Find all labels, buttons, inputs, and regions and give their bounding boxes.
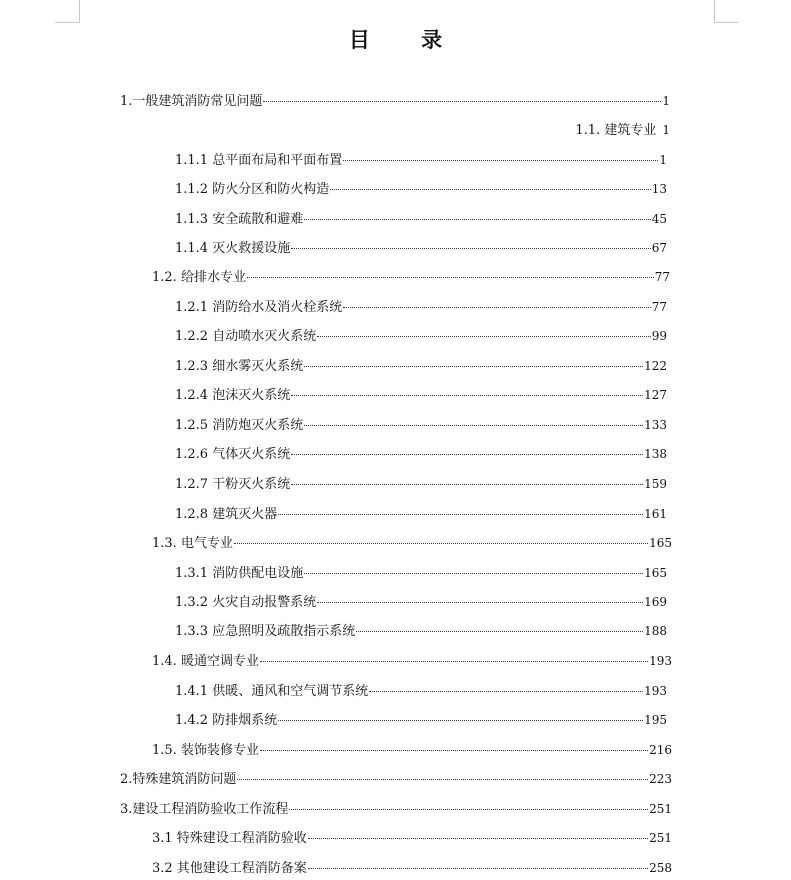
toc-entry-page: 127 [644, 388, 667, 402]
page-crop-mark-left [55, 0, 80, 23]
toc-entry[interactable] [175, 355, 667, 377]
toc-leader-dots [343, 146, 658, 161]
toc-entry-page: 216 [649, 743, 672, 757]
toc-leader-dots [291, 440, 643, 455]
toc-entry-page: 165 [644, 566, 667, 580]
toc-entry[interactable] [152, 532, 672, 554]
toc-entry[interactable] [175, 296, 667, 318]
toc-entry-page: 161 [644, 507, 667, 521]
toc-leader-dots [278, 500, 643, 515]
toc-leader-dots [317, 322, 651, 337]
toc-leader-dots [369, 677, 643, 692]
toc-entry-label: 1.3. 电气专业 [152, 536, 233, 551]
toc-entry-page: 77 [651, 300, 667, 314]
toc-entry-label: 1.5. 装饰装修专业 [152, 743, 259, 758]
toc-entry[interactable] [175, 149, 667, 171]
toc-entry[interactable] [152, 650, 672, 672]
toc-entry-label: 2.特殊建筑消防问题 [120, 772, 237, 787]
page-title: 目 录 [348, 27, 465, 52]
toc-leader-dots [308, 824, 648, 839]
toc-entry-page: 169 [644, 595, 667, 609]
toc-entry-label: 1.3.3 应急照明及疏散指示系统 [175, 624, 356, 639]
toc-entry-label: 3.1 特殊建设工程消防验收 [152, 831, 307, 846]
toc-entry[interactable] [120, 768, 672, 790]
toc-entry-page: 122 [644, 359, 667, 373]
toc-entry-label: 1.1.2 防火分区和防火构造 [175, 182, 330, 197]
toc-entry[interactable] [175, 473, 667, 495]
toc-entry[interactable] [175, 208, 667, 230]
toc-entry[interactable] [175, 591, 667, 613]
toc-leader-dots [263, 87, 661, 102]
toc-leader-dots [330, 175, 651, 190]
toc-leader-dots [304, 411, 643, 426]
toc-entry-label: 1.2.6 气体灭火系统 [175, 447, 291, 462]
toc-leader-dots [260, 736, 648, 751]
toc-entry-page: 223 [649, 772, 672, 786]
toc-entry[interactable] [560, 119, 670, 141]
toc-entry-page: 258 [649, 861, 672, 875]
toc-leader-dots [304, 559, 643, 574]
toc-entry-page: 193 [649, 654, 672, 668]
toc-entry-label: 1.2.2 自动喷水灭火系统 [175, 329, 317, 344]
toc-entry[interactable] [175, 503, 667, 525]
toc-entry[interactable] [175, 620, 667, 642]
toc-leader-dots [304, 205, 651, 220]
toc-entry-label: 1.1.4 灭火救援设施 [175, 241, 291, 256]
toc-entry-page: 1 [662, 123, 670, 137]
toc-entry[interactable] [152, 857, 672, 879]
toc-entry-label: 1.一般建筑消防常见问题 [120, 94, 263, 109]
toc-leader-dots [308, 854, 648, 869]
toc-entry-page: 67 [651, 241, 667, 255]
toc-entry-label: 1.1.1 总平面布局和平面布置 [175, 153, 343, 168]
toc-entry-page: 77 [654, 270, 670, 284]
toc-entry-label: 1.1. 建筑专业 [575, 123, 657, 138]
toc-leader-dots [234, 529, 648, 544]
toc-entry[interactable] [175, 562, 667, 584]
toc-entry[interactable] [120, 90, 670, 112]
page-crop-mark-right [714, 0, 739, 23]
toc-entry[interactable] [175, 709, 667, 731]
toc-leader-dots [289, 795, 648, 810]
toc-entry-label: 1.2.1 消防给水及消火栓系统 [175, 300, 343, 315]
toc-entry[interactable] [175, 237, 667, 259]
toc-entry[interactable] [175, 325, 667, 347]
toc-leader-dots [291, 234, 651, 249]
toc-entry-page: 133 [644, 418, 667, 432]
toc-entry-label: 3.2 其他建设工程消防备案 [152, 861, 307, 876]
toc-entry-label: 1.2.3 细水雾灭火系统 [175, 359, 304, 374]
toc-entry[interactable] [152, 739, 672, 761]
toc-entry-page: 99 [651, 329, 667, 343]
toc-leader-dots [247, 263, 654, 278]
toc-entry-page: 188 [644, 624, 667, 638]
toc-entry[interactable] [175, 443, 667, 465]
toc-leader-dots [356, 617, 643, 632]
toc-entry-label: 1.2.5 消防炮灭火系统 [175, 418, 304, 433]
toc-entry-label: 3.建设工程消防验收工作流程 [120, 802, 289, 817]
toc-entry-label: 1.1.3 安全疏散和避难 [175, 212, 304, 227]
toc-entry-page: 251 [649, 802, 672, 816]
toc-entry[interactable] [175, 414, 667, 436]
toc-entry-label: 1.4. 暖通空调专业 [152, 654, 259, 669]
toc-leader-dots [278, 706, 643, 721]
toc-entry-page: 195 [644, 713, 667, 727]
toc-entry[interactable] [152, 266, 670, 288]
toc-entry-label: 1.2.8 建筑灭火器 [175, 507, 278, 522]
toc-entry-page: 13 [651, 182, 667, 196]
toc-entry-page: 1 [662, 94, 670, 108]
toc-entry-page: 45 [651, 212, 667, 226]
toc-entry[interactable] [120, 798, 672, 820]
toc-entry-page: 251 [649, 831, 672, 845]
toc-leader-dots [237, 765, 648, 780]
toc-entry[interactable] [175, 680, 667, 702]
toc-entry-label: 1.3.2 火灾自动报警系统 [175, 595, 317, 610]
toc-leader-dots [304, 352, 643, 367]
toc-entry-page: 159 [644, 477, 667, 491]
toc-entry-label: 1.4.2 防排烟系统 [175, 713, 278, 728]
toc-leader-dots [291, 381, 643, 396]
toc-entry-label: 1.2.4 泡沫灭火系统 [175, 388, 291, 403]
toc-entry[interactable] [175, 178, 667, 200]
toc-entry-page: 193 [644, 684, 667, 698]
toc-leader-dots [291, 470, 643, 485]
toc-entry-label: 1.2. 给排水专业 [152, 270, 246, 285]
toc-entry[interactable] [175, 384, 667, 406]
toc-entry[interactable] [152, 827, 672, 849]
toc-entry-label: 1.3.1 消防供配电设施 [175, 566, 304, 581]
toc-entry-page: 138 [644, 447, 667, 461]
toc-entry-page: 165 [649, 536, 672, 550]
toc-entry-page: 1 [659, 153, 667, 167]
toc-leader-dots [317, 588, 643, 603]
toc-entry-label: 1.4.1 供暖、通风和空气调节系统 [175, 684, 369, 699]
toc-leader-dots [260, 647, 648, 662]
toc-leader-dots [343, 293, 651, 308]
toc-entry-label: 1.2.7 干粉灭火系统 [175, 477, 291, 492]
